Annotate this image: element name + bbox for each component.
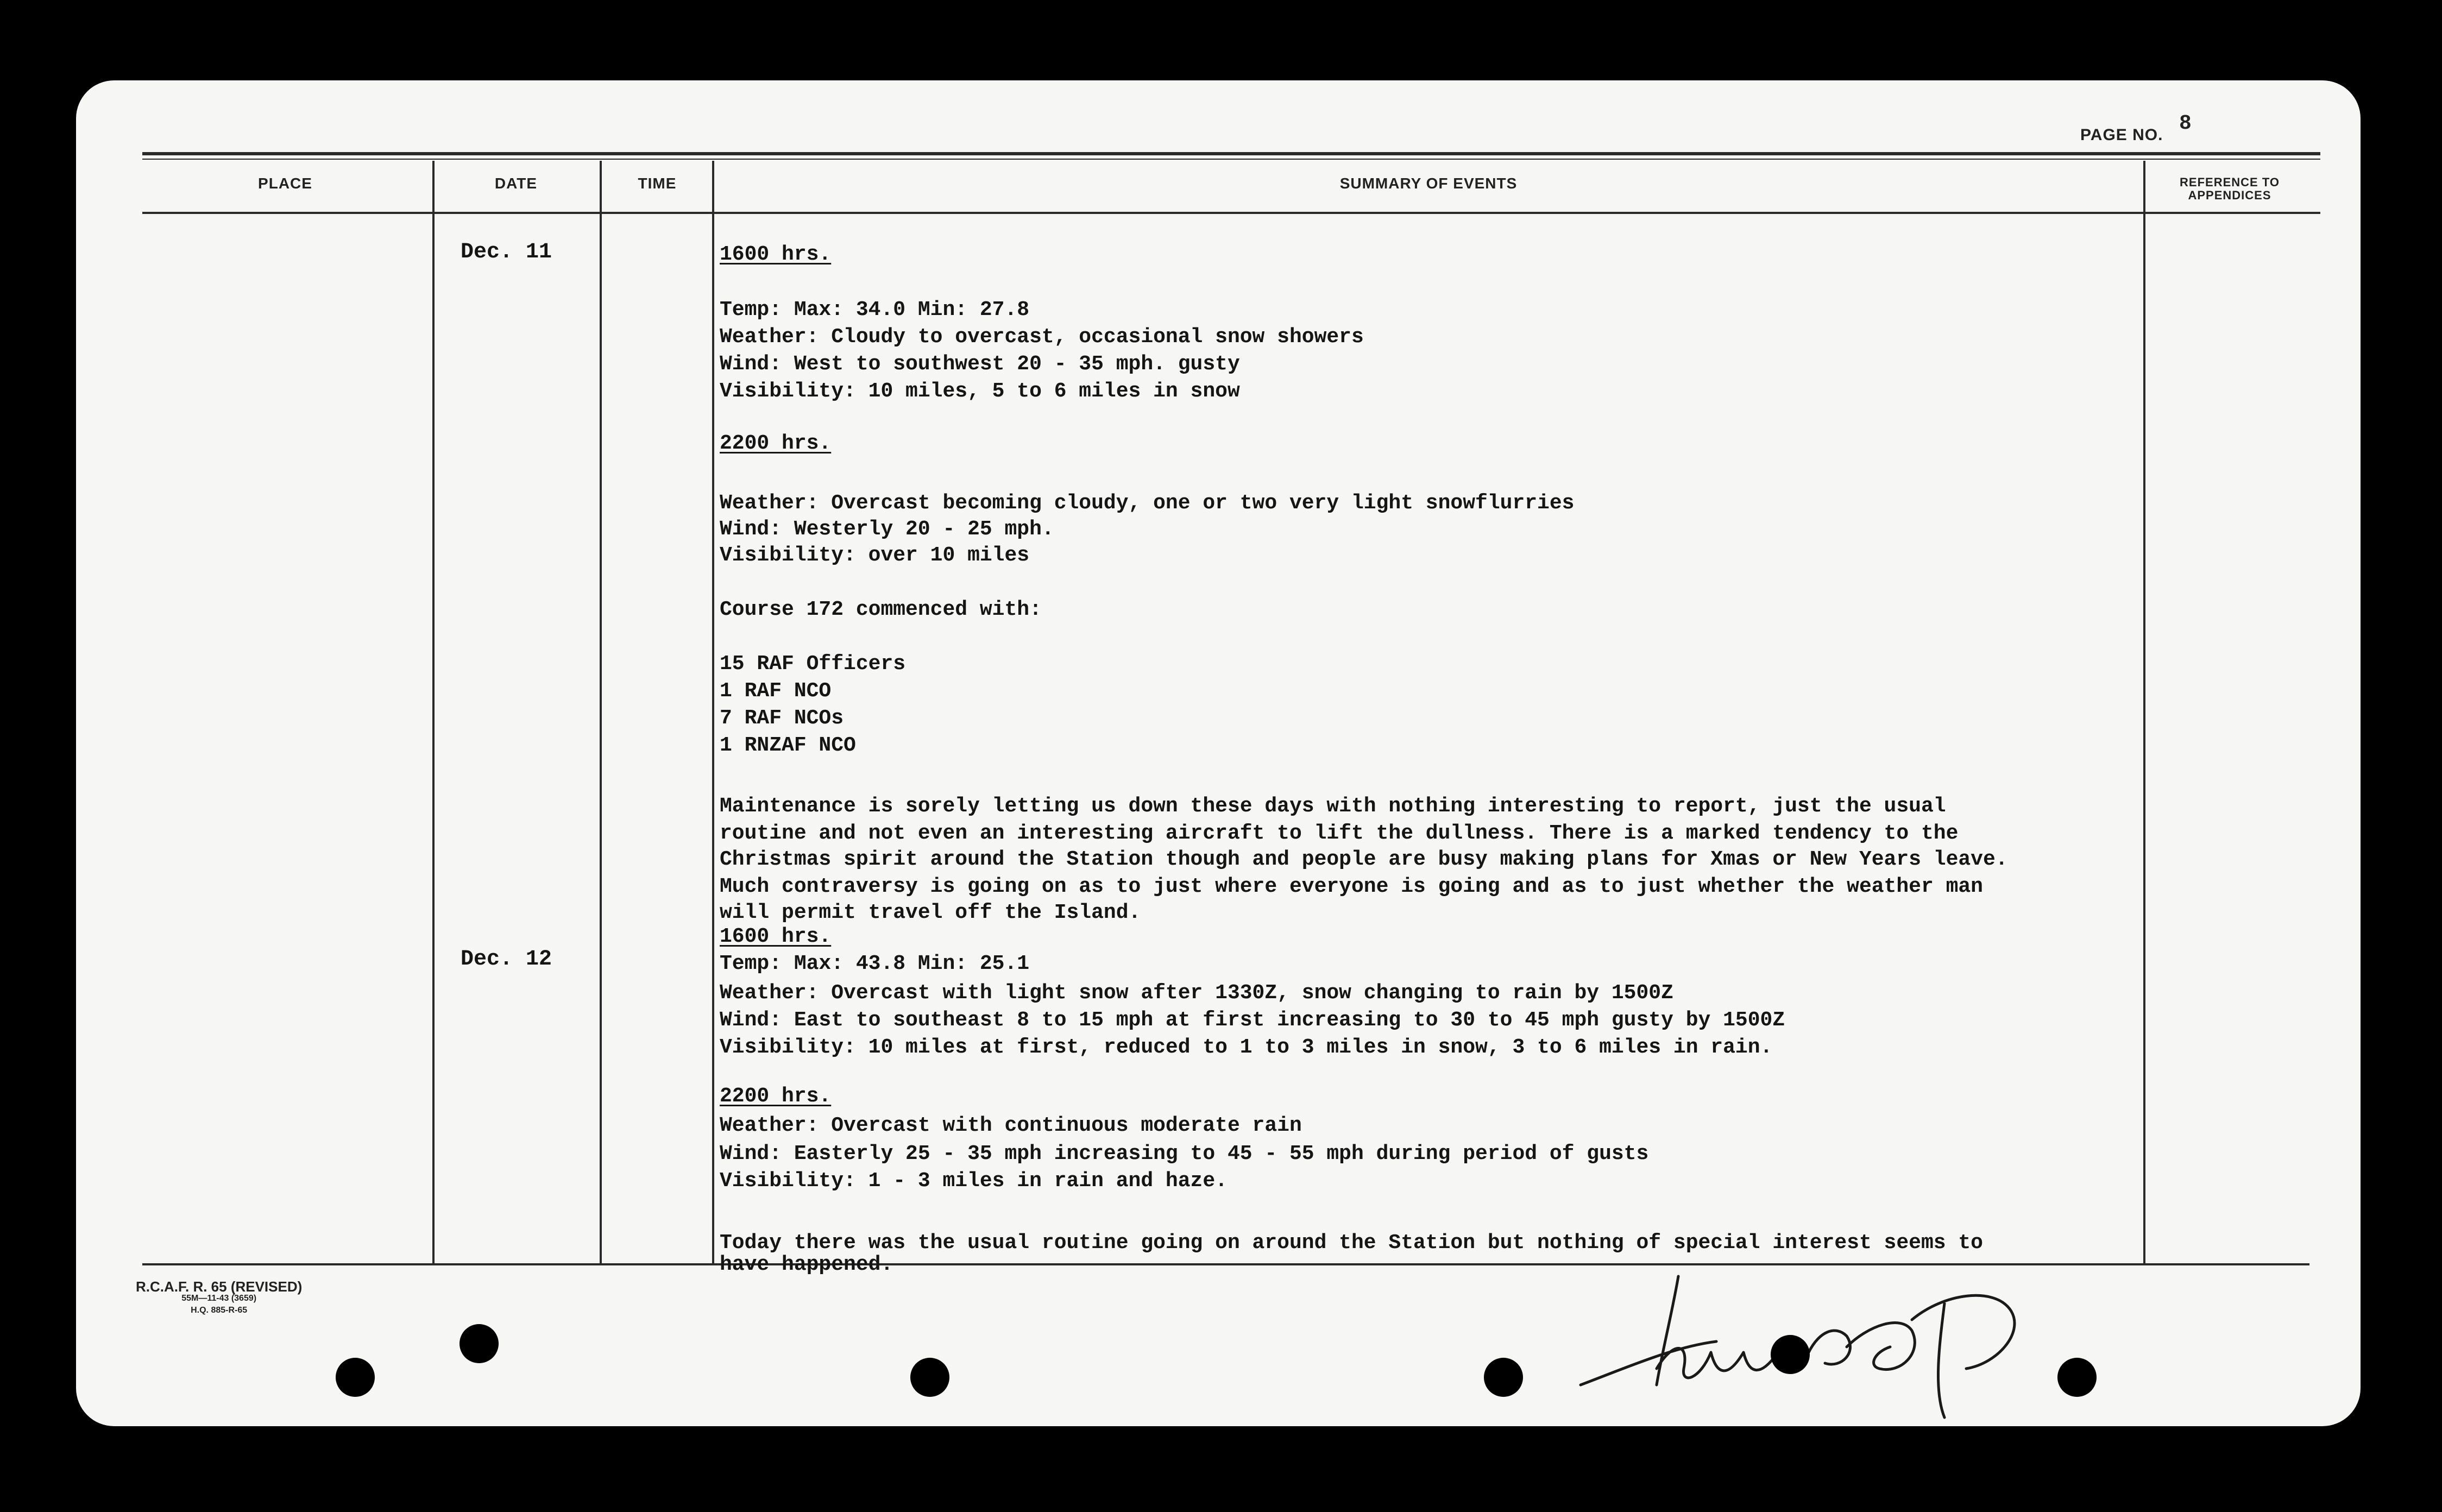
summary-line: Visibility: 10 miles, 5 to 6 miles in snow	[720, 380, 1240, 403]
column-divider-place-date	[432, 161, 435, 1263]
column-divider-time-summary	[712, 161, 714, 1263]
binder-hole	[910, 1358, 949, 1397]
summary-paragraph-line: Christmas spirit around the Station though and people are busy making plans for Xmas or New Years leave.	[720, 848, 2008, 871]
column-header-summary: SUMMARY OF EVENTS	[1339, 175, 1518, 192]
binder-hole	[336, 1358, 375, 1397]
column-header-reference-line1: REFERENCE TO	[2180, 175, 2280, 189]
time-heading: 2200 hrs.	[720, 1085, 832, 1108]
entry-date-dec-11: Dec. 11	[461, 240, 552, 264]
column-header-time: TIME	[638, 175, 677, 192]
time-heading: 1600 hrs.	[720, 925, 832, 948]
binder-hole	[1484, 1358, 1523, 1397]
column-divider-summary-reference	[2143, 161, 2145, 1263]
summary-paragraph-line: Much contraversy is going on as to just where everyone is going and as to just whether the weather man	[720, 875, 1983, 898]
summary-line: 15 RAF Officers	[720, 652, 906, 676]
column-header-place: PLACE	[258, 175, 312, 192]
summary-line: Temp: Max: 34.0 Min: 27.8	[720, 298, 1030, 322]
time-heading: 1600 hrs.	[720, 243, 832, 266]
binder-hole	[1771, 1335, 1810, 1374]
summary-line: Wind: West to southwest 20 - 35 mph. gusty	[720, 352, 1240, 376]
column-header-date: DATE	[494, 175, 538, 192]
summary-line: Visibility: over 10 miles	[720, 544, 1030, 567]
summary-line: 1 RAF NCO	[720, 679, 832, 703]
record-card	[76, 80, 2361, 1426]
summary-line: Wind: Westerly 20 - 25 mph.	[720, 518, 1054, 541]
summary-paragraph-line: have happened.	[720, 1253, 893, 1276]
summary-line: Weather: Overcast with light snow after 1330Z, snow changing to rain by 1500Z	[720, 981, 1673, 1005]
binder-hole	[2057, 1358, 2097, 1397]
entry-date-dec-12: Dec. 12	[461, 947, 552, 972]
summary-line: Weather: Overcast becoming cloudy, one or two very light snowflurries	[720, 492, 1575, 515]
summary-paragraph-line: Maintenance is sorely letting us down these days with nothing interesting to report, just the usual	[720, 795, 1946, 818]
page-number: 8	[2179, 112, 2192, 135]
summary-line: Weather: Overcast with continuous moderate rain	[720, 1114, 1302, 1137]
column-header-reference-line2: APPENDICES	[2188, 188, 2271, 202]
page-number-label: PAGE NO.	[2080, 126, 2163, 144]
summary-line: Wind: East to southeast 8 to 15 mph at first increasing to 30 to 45 mph gusty by 1500Z	[720, 1009, 1785, 1032]
column-divider-date-time	[600, 161, 602, 1263]
summary-line: Wind: Easterly 25 - 35 mph increasing to 45 - 55 mph during period of gusts	[720, 1142, 1649, 1166]
header-bottom-rule	[142, 212, 2320, 214]
form-identifier	[136, 1278, 303, 1316]
header-top-rule-thin	[142, 159, 2320, 160]
form-identifier-line3: H.Q. 885-R-65	[191, 1306, 248, 1315]
time-heading: 2200 hrs.	[720, 432, 832, 455]
summary-paragraph-line: will permit travel off the Island.	[720, 901, 1141, 924]
handwritten-signature	[1564, 1260, 2107, 1434]
binder-hole	[460, 1324, 499, 1363]
summary-line: Visibility: 1 - 3 miles in rain and haze.	[720, 1169, 1228, 1193]
form-identifier-line2: 55M—11-43 (3659)	[181, 1294, 257, 1303]
summary-line: Course 172 commenced with:	[720, 598, 1042, 621]
summary-line: Temp: Max: 43.8 Min: 25.1	[720, 952, 1030, 975]
summary-line: Visibility: 10 miles at first, reduced to 1 to 3 miles in snow, 3 to 6 miles in rain.	[720, 1036, 1773, 1059]
summary-line: Weather: Cloudy to overcast, occasional snow showers	[720, 325, 1364, 349]
header-top-rule	[142, 152, 2320, 155]
summary-paragraph-line: Today there was the usual routine going on around the Station but nothing of special interest seems to	[720, 1231, 1983, 1255]
summary-line: 7 RAF NCOs	[720, 707, 844, 730]
summary-line: 1 RNZAF NCO	[720, 734, 856, 757]
summary-paragraph-line: routine and not even an interesting aircraft to lift the dullness. There is a marked tendency to the	[720, 822, 1959, 845]
column-header-reference	[2151, 176, 2308, 202]
form-identifier-line1: R.C.A.F. R. 65 (REVISED)	[136, 1278, 303, 1295]
